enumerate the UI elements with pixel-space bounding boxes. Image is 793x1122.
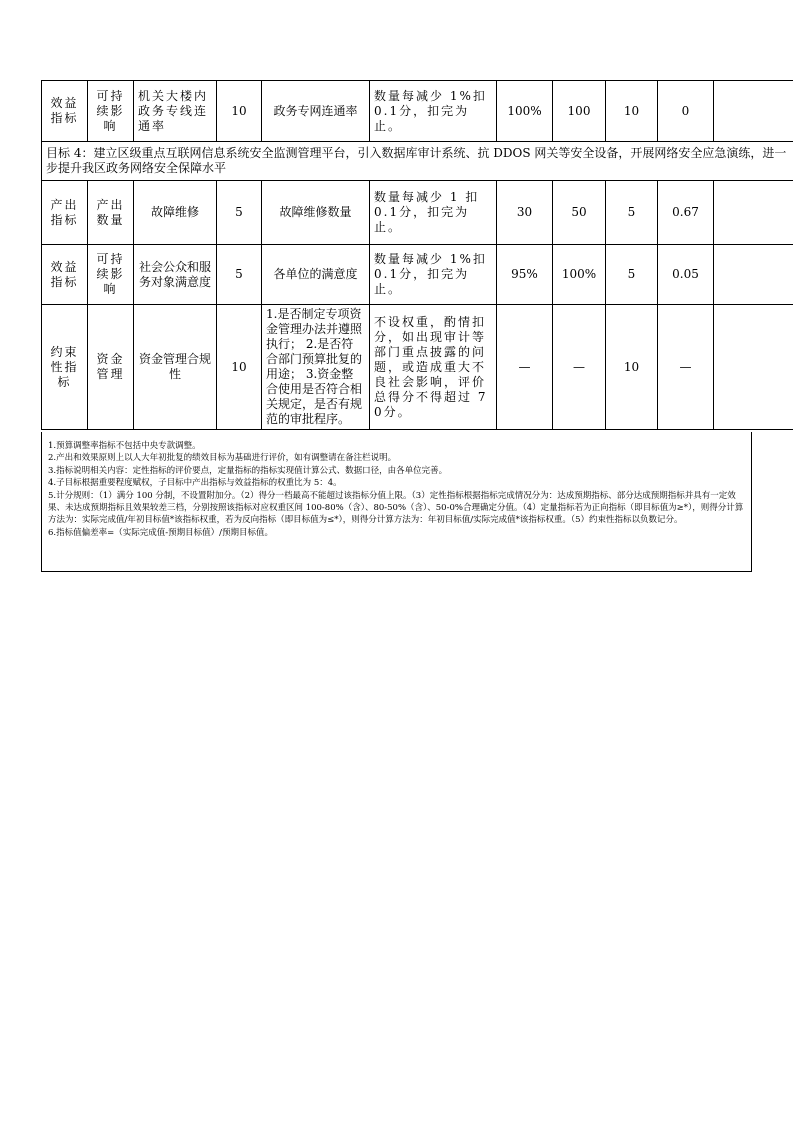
indicator-type: 效益指标	[42, 245, 88, 305]
actual-value: —	[553, 305, 606, 430]
score-value: 5	[606, 181, 658, 245]
note-2: 2.产出和效果原则上以人大年初批复的绩效目标为基础进行评价，如有调整请在备注栏说明。	[48, 453, 397, 464]
performance-table	[41, 80, 793, 430]
remark-cell	[714, 245, 793, 305]
remark-cell	[714, 305, 793, 430]
scoring-rule: 数量每减少 1%扣0.1分，扣完为止。	[370, 81, 497, 142]
note-6: 6.指标值偏差率=（实际完成值-预期目标值）/预期目标值。	[48, 527, 273, 538]
indicator-content: 1.是否制定专项资金管理办法并遵照执行； 2.是否符合部门预算批复的用途； 3.资金整合使用是否符合相关规定，是否有规范的审批程序。	[262, 305, 370, 430]
indicator-weight: 10	[217, 305, 262, 430]
indicator-subtype: 资金管理	[88, 305, 134, 430]
deviation-value: 0	[658, 81, 714, 142]
indicator-name: 社会公众和服务对象满意度	[134, 245, 217, 305]
indicator-type: 产出指标	[42, 181, 88, 245]
note-4: 4.子目标根据重要程度赋权，子目标中产出指标与效益指标的权重比为 5：4。	[48, 478, 342, 489]
indicator-type: 效益指标	[42, 81, 88, 142]
goal-row	[42, 142, 793, 181]
score-value: 10	[606, 81, 658, 142]
note-5: 5.计分规则：（1）满分 100 分制，不设置附加分。（2）得分一档最高不能超过该指标分值上限。（3）定性指标根据指标完成情况分为：达成预期指标、部分达成预期指标并具有一定效果、未达成预期指标且效果较差三档，分别按照该指标对应权重区间 100-80%（含）、80-50%（含）、50-0%合理确定分值。（4）定量指标若为正向指标（即目标值为≥*），则得分计算方法为：实际完成值/年初目标值*该指标权重，若为反向指标（即目标值为≤*），则得分计算方法为：年初目标值/实际完成值*该指标权重。（5）约束性指标以负数记分。	[48, 490, 744, 526]
deviation-value: 0.67	[658, 181, 714, 245]
indicator-weight: 5	[217, 245, 262, 305]
table-row	[42, 181, 793, 245]
indicator-name: 故障维修	[134, 181, 217, 245]
indicator-subtype: 可持续影响	[88, 245, 134, 305]
remark-cell	[714, 81, 793, 142]
scoring-rule: 数量每减少 1%扣0.1分，扣完为止。	[370, 245, 497, 305]
target-value: 95%	[497, 245, 553, 305]
scoring-rule: 不设权重，酌情扣分，如出现审计等部门重点披露的问题，或造成重大不良社会影响，评价总得分不得超过 70分。	[370, 305, 497, 430]
indicator-content: 故障维修数量	[262, 181, 370, 245]
indicator-content: 各单位的满意度	[262, 245, 370, 305]
score-value: 10	[606, 305, 658, 430]
remark-cell	[714, 181, 793, 245]
indicator-content: 政务专网连通率	[262, 81, 370, 142]
note-3: 3.指标说明相关内容：定性指标的评价要点，定量指标的指标实现值计算公式、数据口径，由各单位完善。	[48, 465, 448, 476]
notes-box	[41, 432, 752, 572]
indicator-subtype: 可持续影响	[88, 81, 134, 142]
table-row	[42, 305, 793, 430]
target-value: 30	[497, 181, 553, 245]
indicator-subtype: 产出数量	[88, 181, 134, 245]
actual-value: 50	[553, 181, 606, 245]
indicator-type: 约束性指标	[42, 305, 88, 430]
actual-value: 100	[553, 81, 606, 142]
deviation-value: 0.05	[658, 245, 714, 305]
table-row	[42, 81, 793, 142]
indicator-weight: 5	[217, 181, 262, 245]
indicator-name: 资金管理合规性	[134, 305, 217, 430]
table-row	[42, 245, 793, 305]
indicator-name: 机关大楼内政务专线连通率	[134, 81, 217, 142]
note-1: 1.预算调整率指标不包括中央专款调整。	[48, 441, 201, 451]
score-value: 5	[606, 245, 658, 305]
target-value: —	[497, 305, 553, 430]
actual-value: 100%	[553, 245, 606, 305]
scoring-rule: 数量每减少 1 扣 0.1分，扣完为止。	[370, 181, 497, 245]
goal-4-text: 目标 4：建立区级重点互联网信息系统安全监测管理平台，引入数据库审计系统、抗 DDOS 网关等安全设备，开展网络安全应急演练，进一步提升我区政务网络安全保障水平	[42, 142, 793, 181]
deviation-value: —	[658, 305, 714, 430]
indicator-weight: 10	[217, 81, 262, 142]
target-value: 100%	[497, 81, 553, 142]
